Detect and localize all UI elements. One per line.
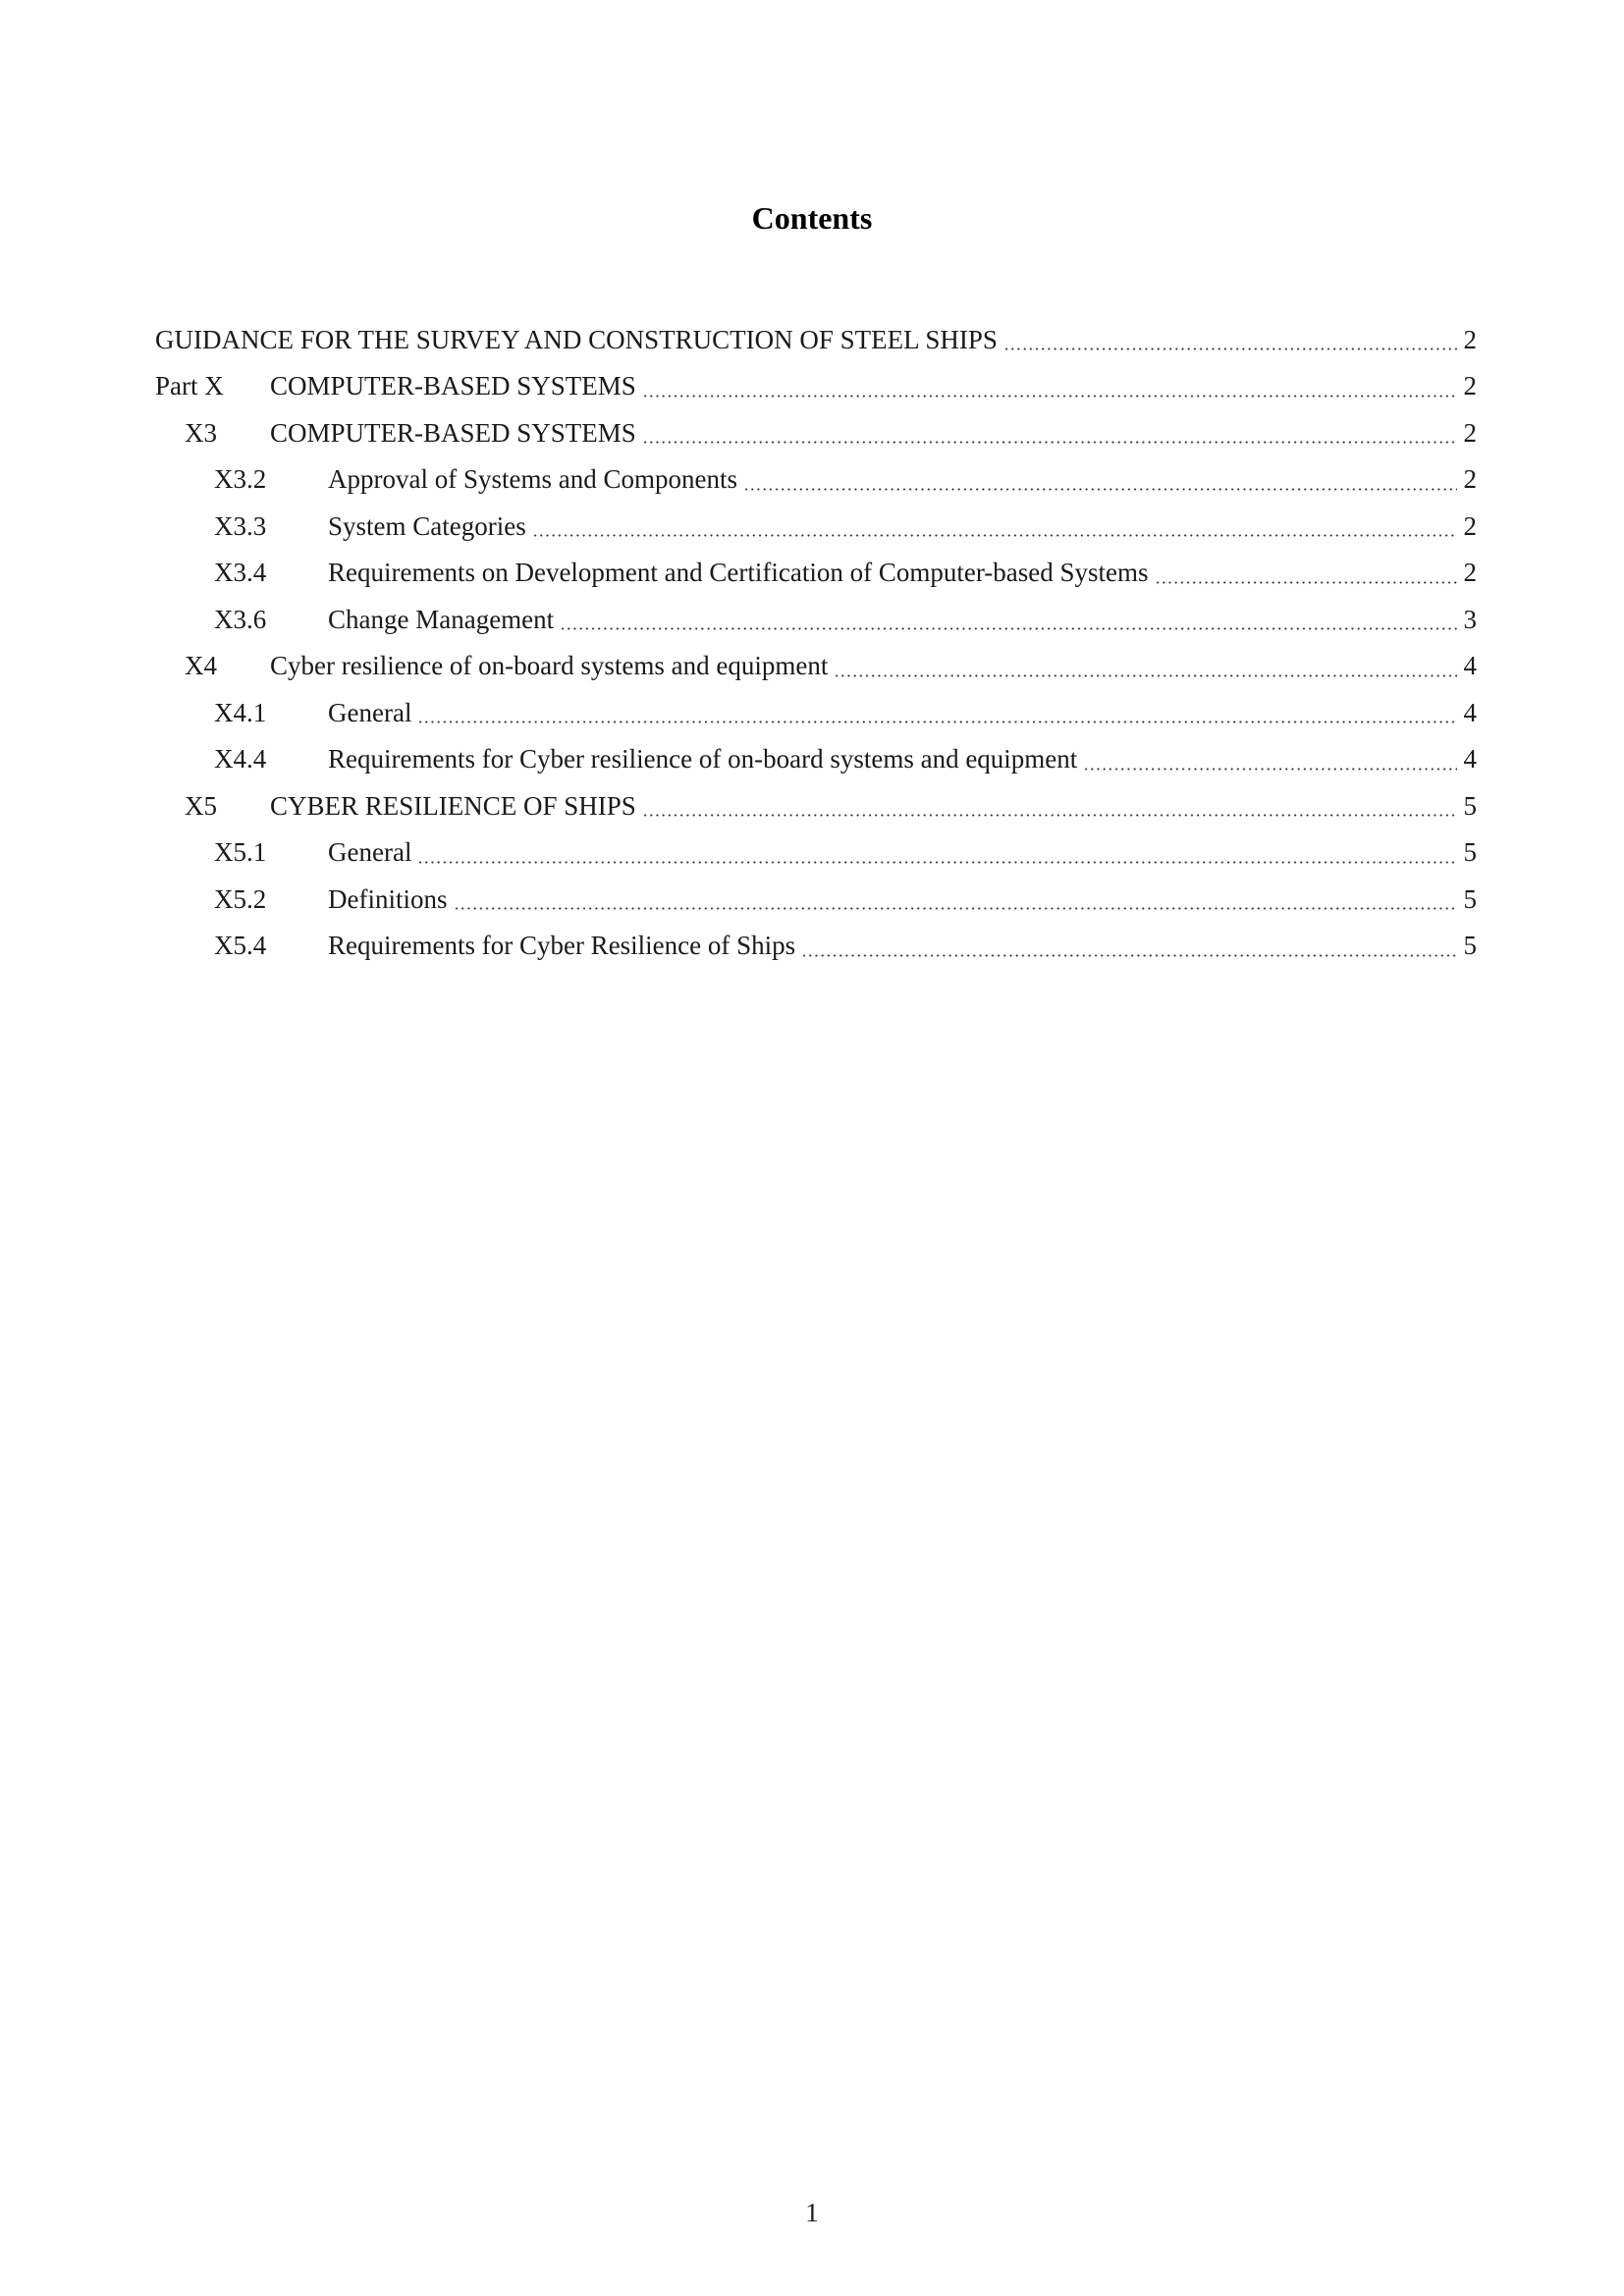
toc-entry-page[interactable]: 2 — [1463, 324, 1477, 354]
toc-entry-page[interactable]: 4 — [1463, 697, 1477, 727]
toc-entry-page[interactable]: 5 — [1463, 883, 1477, 914]
toc-entry-page[interactable]: 5 — [1463, 837, 1477, 868]
dot-leader — [560, 627, 1457, 630]
toc-entry-number: X5.4 — [214, 931, 267, 961]
toc-entry[interactable] — [155, 503, 1477, 550]
toc-entry-number: X5.2 — [214, 883, 267, 914]
dot-leader — [417, 721, 1457, 723]
toc-entry-label[interactable]: COMPUTER-BASED SYSTEMS — [270, 371, 636, 401]
toc-entry-number: X4.1 — [214, 697, 267, 727]
toc-entry[interactable] — [155, 316, 1477, 363]
toc-entry-label[interactable]: General — [328, 837, 412, 868]
toc-entry-label[interactable]: Requirements on Development and Certification of Computer-based Systems — [328, 558, 1149, 588]
toc-entry-page[interactable]: 2 — [1463, 510, 1477, 541]
toc-entry[interactable] — [155, 876, 1477, 923]
dot-leader — [1003, 347, 1457, 350]
toc-entry-label[interactable]: Cyber resilience of on-board systems and equipment — [270, 651, 829, 681]
toc-entry-page[interactable]: 5 — [1463, 931, 1477, 961]
page-number: 1 — [805, 2198, 819, 2227]
toc-entry-page[interactable]: 2 — [1463, 558, 1477, 588]
toc-entry-label[interactable]: GUIDANCE FOR THE SURVEY AND CONSTRUCTION OF STEEL SHIPS — [155, 324, 998, 354]
toc-entry-number: X4.4 — [214, 744, 267, 774]
toc-entry-number: X3.2 — [214, 464, 267, 495]
toc-entry-number: X5.1 — [214, 837, 267, 868]
dot-leader — [1083, 768, 1457, 771]
toc-entry[interactable] — [155, 782, 1477, 829]
toc-entry-page[interactable]: 2 — [1463, 417, 1477, 448]
toc-entry-label[interactable]: Definitions — [328, 883, 448, 914]
toc-entry-number: X3 — [185, 417, 217, 448]
toc-entry-page[interactable]: 4 — [1463, 651, 1477, 681]
toc-entry[interactable] — [155, 923, 1477, 970]
toc-entry-number: Part X — [155, 371, 224, 401]
toc-entry-page[interactable]: 5 — [1463, 790, 1477, 821]
toc-entry-label[interactable]: System Categories — [328, 510, 526, 541]
toc-entry-label[interactable]: Requirements for Cyber resilience of on-board systems and equipment — [328, 744, 1078, 774]
dot-leader — [642, 395, 1457, 398]
toc-entry[interactable] — [155, 829, 1477, 877]
toc-entry-number: X5 — [185, 790, 217, 821]
dot-leader — [642, 814, 1457, 817]
toc-entry-label[interactable]: General — [328, 697, 412, 727]
page-title: Contents — [751, 200, 873, 236]
toc-entry-number: X4 — [185, 651, 217, 681]
dot-leader — [532, 534, 1457, 537]
toc-entry[interactable] — [155, 643, 1477, 690]
toc-entry[interactable] — [155, 689, 1477, 736]
toc-entry-label[interactable]: Requirements for Cyber Resilience of Ships — [328, 931, 796, 961]
toc-entry-label[interactable]: COMPUTER-BASED SYSTEMS — [270, 417, 636, 448]
dot-leader — [642, 441, 1457, 444]
toc-entry-page[interactable]: 2 — [1463, 371, 1477, 401]
dot-leader — [454, 907, 1458, 910]
toc-entry[interactable] — [155, 550, 1477, 597]
toc-entry-page[interactable]: 4 — [1463, 744, 1477, 774]
dot-leader — [834, 674, 1457, 677]
toc-entry-page[interactable]: 2 — [1463, 464, 1477, 495]
toc-entry[interactable] — [155, 409, 1477, 456]
dot-leader — [1155, 581, 1457, 584]
toc-entry[interactable] — [155, 363, 1477, 410]
toc-entry-label[interactable]: Change Management — [328, 604, 555, 634]
toc-entry[interactable] — [155, 736, 1477, 783]
dot-leader — [417, 861, 1457, 864]
toc-entry-page[interactable]: 3 — [1463, 604, 1477, 634]
toc-entry[interactable] — [155, 456, 1477, 504]
dot-leader — [801, 954, 1457, 957]
table-of-contents — [155, 316, 1477, 969]
toc-entry-label[interactable]: Approval of Systems and Components — [328, 464, 737, 495]
toc-entry-number: X3.3 — [214, 510, 267, 541]
toc-entry-number: X3.6 — [214, 604, 267, 634]
dot-leader — [743, 488, 1457, 491]
toc-entry-number: X3.4 — [214, 558, 267, 588]
toc-entry-label[interactable]: CYBER RESILIENCE OF SHIPS — [270, 790, 636, 821]
toc-entry[interactable] — [155, 596, 1477, 643]
